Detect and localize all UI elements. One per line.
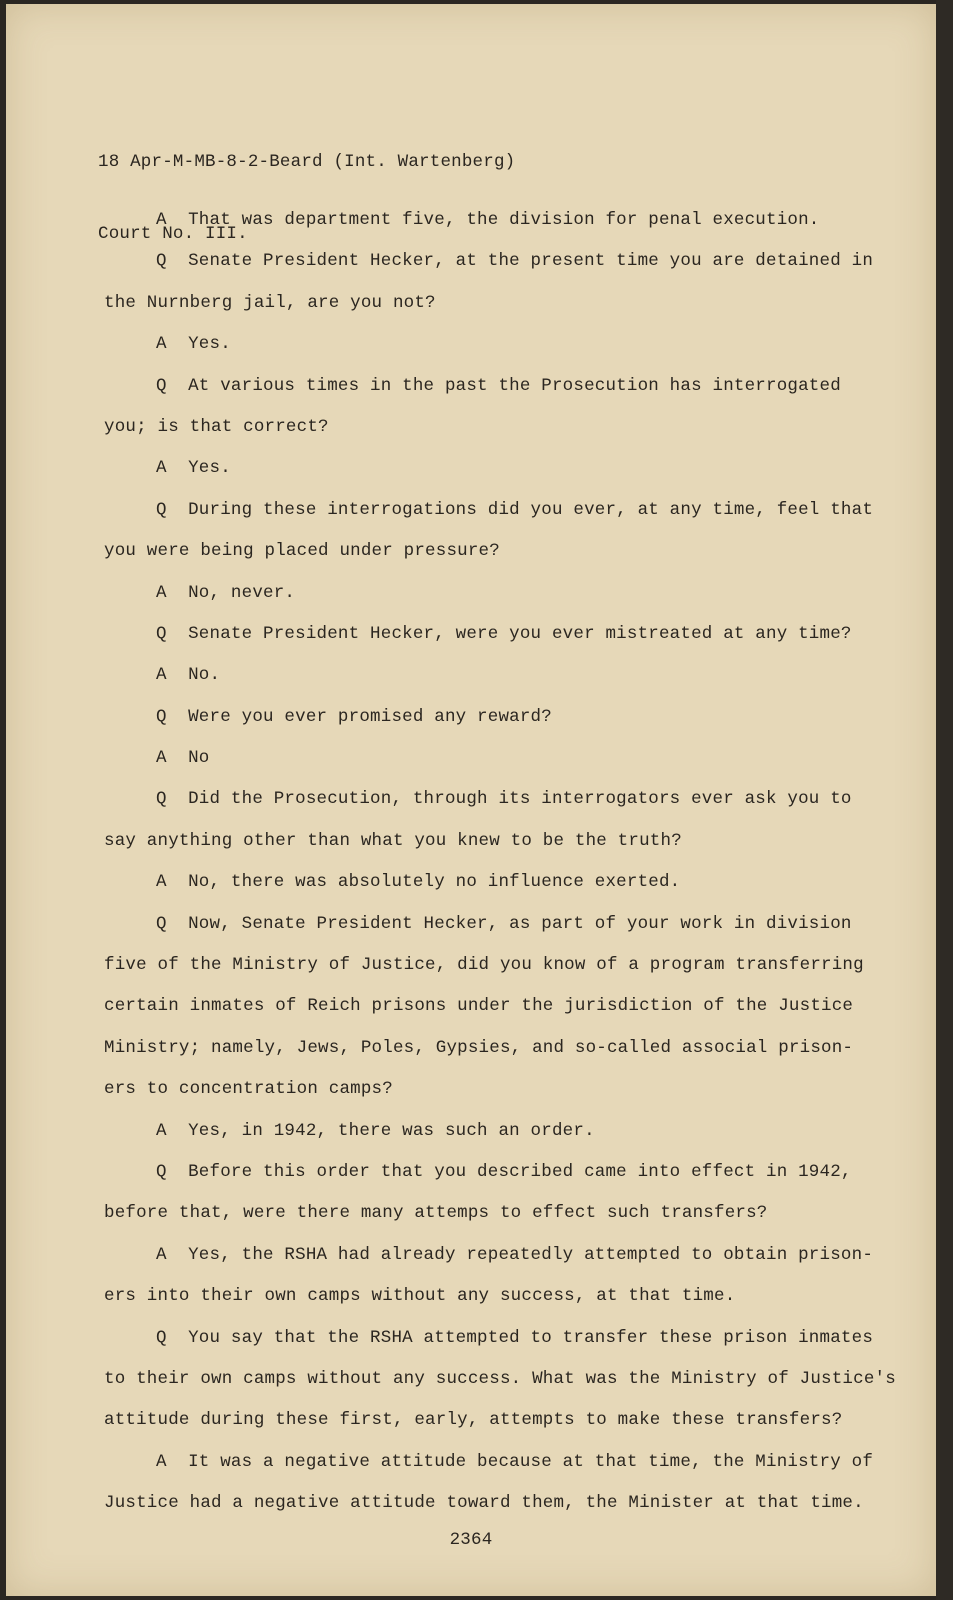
header-court-number: Court No. III. bbox=[98, 224, 248, 244]
transcript-line: certain inmates of Reich prisons under the jurisdiction of the Justice bbox=[104, 996, 854, 1017]
transcript-line: Ministry; namely, Jews, Poles, Gypsies, and so-called associal prison- bbox=[104, 1037, 854, 1058]
transcript-line: Q Senate President Hecker, were you ever mistreated at any time? bbox=[156, 623, 852, 644]
transcript-line: say anything other than what you knew to be the truth? bbox=[104, 830, 682, 851]
transcript-line: Q Before this order that you described came into effect in 1942, bbox=[156, 1161, 852, 1182]
transcript-line: to their own camps without any success. What was the Ministry of Justice's bbox=[104, 1368, 896, 1389]
transcript-line: ers to concentration camps? bbox=[104, 1079, 393, 1100]
document-page bbox=[6, 4, 936, 1596]
transcript-line: A No. bbox=[156, 665, 221, 686]
transcript-line: attitude during these first, early, attempts to make these transfers? bbox=[104, 1410, 843, 1431]
transcript-line: Q Senate President Hecker, at the present time you are detained in bbox=[156, 251, 874, 272]
transcript-line: A No, there was absolutely no influence exerted. bbox=[156, 872, 681, 893]
transcript-line: you were being placed under pressure? bbox=[104, 541, 500, 562]
transcript-line: five of the Ministry of Justice, did you know of a program transferring bbox=[104, 955, 864, 976]
transcript-line: the Nurnberg jail, are you not? bbox=[104, 292, 436, 313]
transcript-line: A No bbox=[156, 748, 210, 769]
transcript-line: ers into their own camps without any success, at that time. bbox=[104, 1286, 736, 1307]
transcript-line: Q Did the Prosecution, through its interrogators ever ask you to bbox=[156, 789, 852, 810]
transcript-body bbox=[104, 200, 924, 1525]
transcript-line: Q Now, Senate President Hecker, as part of your work in division bbox=[156, 913, 852, 934]
transcript-line: Q You say that the RSHA attempted to transfer these prison inmates bbox=[156, 1327, 874, 1348]
transcript-line: Justice had a negative attitude toward them, the Minister at that time. bbox=[104, 1493, 864, 1514]
transcript-line: Q Were you ever promised any reward? bbox=[156, 706, 552, 727]
transcript-line: Q During these interrogations did you ever, at any time, feel that bbox=[156, 499, 874, 520]
transcript-line: A Yes. bbox=[156, 334, 231, 355]
transcript-line: A Yes, in 1942, there was such an order. bbox=[156, 1120, 595, 1141]
header-case-reference: 18 Apr-M-MB-8-2-Beard (Int. Wartenberg) bbox=[98, 152, 516, 172]
transcript-line: A Yes, the RSHA had already repeatedly attempted to obtain prison- bbox=[156, 1244, 874, 1265]
transcript-line: A It was a negative attitude because at that time, the Ministry of bbox=[156, 1451, 874, 1472]
page-number: 2364 bbox=[449, 1530, 493, 1550]
transcript-line: A Yes. bbox=[156, 458, 231, 479]
transcript-line: A No, never. bbox=[156, 582, 296, 603]
scan-border bbox=[936, 0, 953, 1600]
transcript-line: A That was department five, the division for penal execution. bbox=[156, 210, 820, 230]
transcript-line: you; is that correct? bbox=[104, 416, 329, 437]
transcript-line: before that, were there many attemps to effect such transfers? bbox=[104, 1203, 768, 1224]
transcript-line: Q At various times in the past the Prosecution has interrogated bbox=[156, 375, 841, 396]
